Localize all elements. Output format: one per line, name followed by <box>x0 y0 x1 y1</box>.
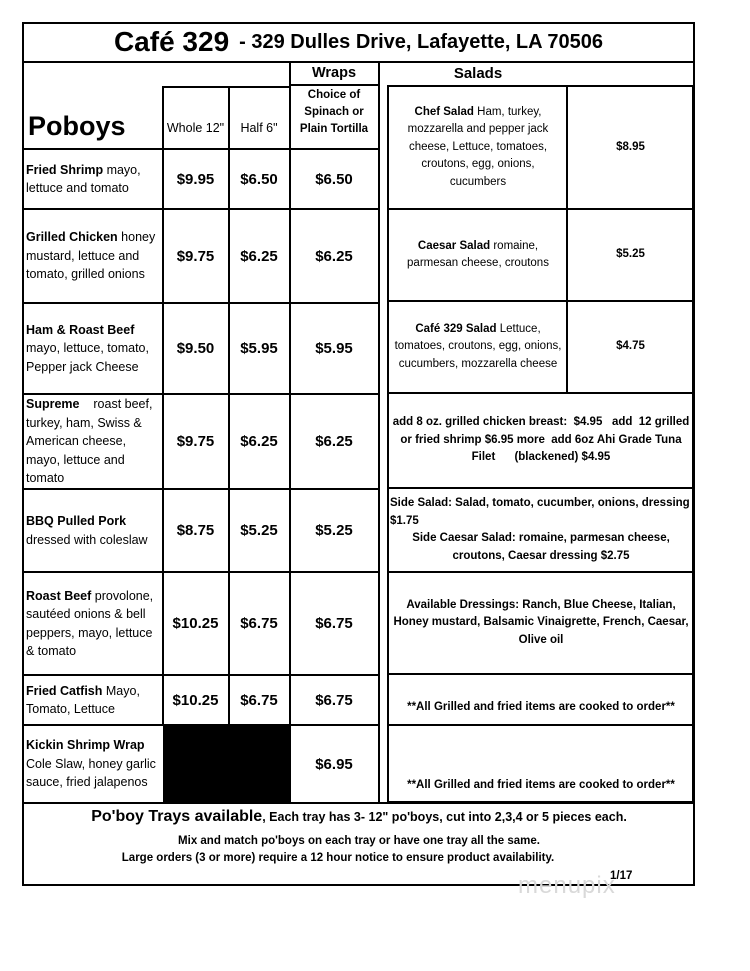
wrap-price: $6.75 <box>315 691 353 709</box>
poboy-item <box>23 573 162 674</box>
grid-line <box>378 61 380 802</box>
cooked-note: **All Grilled and fried items are cooked to order** <box>407 700 675 713</box>
whole-price: $9.95 <box>176 170 215 188</box>
grid-line <box>162 86 290 88</box>
poboys-heading: Poboys <box>28 110 126 141</box>
poboy-item <box>23 150 162 208</box>
side-salads-note <box>390 489 692 571</box>
salad-item <box>392 87 564 208</box>
dressings-note: Available Dressings: Ranch, Blue Cheese, Italian, Honey mustard, Balsamic Vinaigrette, French, Caesar, Olive oil <box>393 598 689 646</box>
whole-price: $9.75 <box>176 247 215 265</box>
wrap-price: $5.95 <box>315 340 353 357</box>
salad-desc: Ham, turkey, mozzarella and pepper jack cheese, Lettuce, tomatoes, croutons, egg, onions, cucumbers <box>407 105 549 188</box>
half-price: $6.75 <box>240 691 278 709</box>
whole-price: $9.75 <box>176 433 215 450</box>
item-desc: roast beef, turkey, ham, Swiss & American cheese, mayo, lettuce and tomato <box>26 397 156 486</box>
half-price: $6.50 <box>240 170 278 188</box>
half-price: $5.25 <box>240 522 278 539</box>
half-price: $6.25 <box>240 433 278 450</box>
wraps-note: Choice of Spinach or Plain Tortilla <box>299 88 369 135</box>
salad-name: Caesar Salad <box>417 239 491 252</box>
whole-price: $8.75 <box>176 522 215 539</box>
half-price: $6.25 <box>240 247 278 265</box>
item-desc: provolone, sautéed onions & bell peppers, mayo, lettuce & tomato <box>26 588 154 658</box>
wraps-heading: Wraps <box>311 65 357 81</box>
wrap-price: $6.25 <box>315 433 353 450</box>
item-name: Ham & Roast Beef <box>26 322 135 337</box>
trays-notice: Large orders (3 or more) require a 12 hour notice to ensure product availability. <box>121 852 555 864</box>
half-price: $6.75 <box>240 615 278 632</box>
salads-heading: Salads <box>453 64 503 82</box>
item-name: Fried Catfish <box>26 683 103 698</box>
half-heading: Half 6" <box>240 121 278 135</box>
item-name: Fried Shrimp <box>26 162 104 177</box>
item-desc: dressed with coleslaw <box>26 532 148 547</box>
item-desc: mayo, lettuce and tomato <box>26 162 141 195</box>
poboy-item <box>23 304 162 393</box>
menu-date: 1/17 <box>610 870 633 882</box>
salad-price: $8.95 <box>616 140 645 153</box>
wrap-price: $6.50 <box>315 170 353 188</box>
item-name: Roast Beef <box>26 588 92 603</box>
item-name: Supreme <box>26 397 80 412</box>
half-price: $5.95 <box>240 340 278 357</box>
poboy-item <box>23 395 162 488</box>
whole-price: $10.25 <box>172 691 219 709</box>
poboy-item <box>23 490 162 571</box>
salad-item <box>392 302 564 392</box>
cafe-name: Café 329 <box>113 26 230 57</box>
poboy-item <box>23 726 162 802</box>
item-desc: Mayo, Tomato, Lettuce <box>26 683 140 716</box>
salad-price: $5.25 <box>616 248 645 261</box>
trays-desc: , Each tray has 3- 12" po'boys, cut into 2,3,4 or 5 pieces each. <box>262 810 627 824</box>
salad-desc: romaine, parmesan cheese, croutons <box>407 239 549 269</box>
salad-desc: Lettuce, tomatoes, croutons, egg, onions, cucumbers, mozzarella cheese <box>394 322 562 370</box>
cafe-address: - 329 Dulles Drive, Lafayette, LA 70506 <box>239 30 604 53</box>
trays-line <box>24 808 694 826</box>
addons-note: add 8 oz. grilled chicken breast: $4.95 add 12 grilled or fried shrimp $6.95 more add 6oz Ahi Grade Tuna Filet (blackened) $4.95 <box>392 416 693 464</box>
wrap-price: $6.75 <box>315 615 353 632</box>
menu-header <box>22 22 695 62</box>
trays-mix: Mix and match po'boys on each tray or have one tray all the same. <box>178 835 540 847</box>
side-caesar: Side Caesar Salad: romaine, parmesan cheese, croutons, Caesar dressing $2.75 <box>412 532 670 562</box>
unavailable-cell <box>163 725 290 803</box>
side-salad: Side Salad: Salad, tomato, cucumber, onions, dressing $1.75 <box>390 497 690 527</box>
whole-price: $10.25 <box>172 615 219 632</box>
item-desc: mayo, lettuce, tomato, Pepper jack Cheese <box>26 341 149 374</box>
item-name: Kickin Shrimp Wrap <box>26 738 145 753</box>
salad-item <box>392 210 564 300</box>
item-desc: Cole Slaw, honey garlic sauce, fried jalapenos <box>26 756 156 790</box>
item-name: Grilled Chicken <box>26 230 118 245</box>
whole-price: $9.50 <box>176 340 215 357</box>
wrap-price: $6.95 <box>315 755 353 773</box>
poboy-item <box>23 210 162 302</box>
salad-name: Café 329 Salad <box>415 322 497 335</box>
poboy-item <box>23 676 162 724</box>
wrap-price: $5.25 <box>315 522 353 539</box>
whole-heading: Whole 12" <box>166 121 225 135</box>
watermark: menupix <box>518 872 616 899</box>
trays-title: Po'boy Trays available <box>91 808 263 825</box>
cooked-note: **All Grilled and fried items are cooked to order** <box>407 778 675 791</box>
wrap-price: $6.25 <box>315 247 353 265</box>
item-desc: honey mustard, lettuce and tomato, grilled onions <box>26 230 156 282</box>
salad-price: $4.75 <box>616 340 645 353</box>
salad-name: Chef Salad <box>414 105 474 118</box>
item-name: BBQ Pulled Pork <box>26 514 127 528</box>
